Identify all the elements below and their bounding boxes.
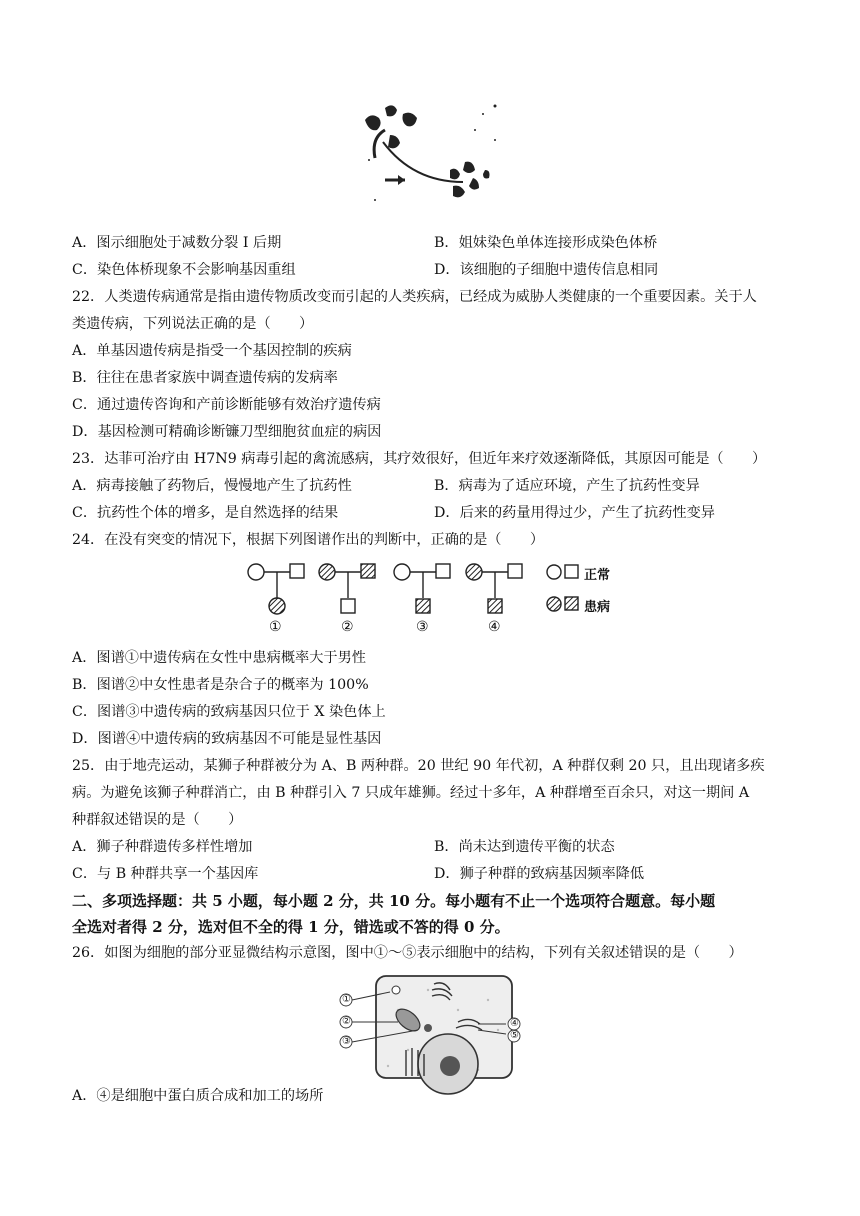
q22-option-b: B．往往在患者家族中调查遗传病的发病率 — [72, 370, 338, 386]
q25-option-b: B．尚未达到遗传平衡的状态 — [434, 839, 615, 855]
q24-option-a: A．图谱①中遗传病在女性中患病概率大于男性 — [72, 650, 366, 666]
pedigree-label-3: ③ — [416, 619, 429, 635]
q24-option-d: D．图谱④中遗传病的致病基因不可能是显性基因 — [72, 731, 382, 747]
cell-ultrastructure-diagram — [338, 970, 526, 1082]
q21-option-c: C．染色体桥现象不会影响基因重组 — [72, 262, 296, 278]
legend-affected-label: 患病 — [584, 600, 611, 615]
cell-label-2: ② — [342, 1016, 351, 1027]
section2-heading-line1: 二、多项选择题：共 5 小题，每小题 2 分，共 10 分。每小题有不止一个选项符合题意。每小题 — [72, 892, 716, 910]
legend-normal-label: 正常 — [584, 568, 611, 583]
q25-stem-line3: 种群叙述错误的是（ ） — [72, 812, 243, 828]
chromosome-bridge-micrograph — [355, 100, 505, 218]
pedigree-4 — [466, 564, 522, 613]
q25-stem-line2: 病。为避免该狮子种群消亡，由 B 种群引入 7 只成年雄狮。经过十多年，A 种群增至百余只，对这一期间 A — [72, 785, 750, 801]
cell-label-5: ⑤ — [510, 1030, 519, 1041]
pedigree-1 — [248, 564, 304, 614]
q25-option-c: C．与 B 种群共享一个基因库 — [72, 866, 259, 882]
pedigree-label-2: ② — [341, 619, 354, 635]
q21-option-b: B．姐妹染色单体连接形成染色体桥 — [434, 235, 658, 251]
q23-option-d: D．后来的药量用得过少，产生了抗药性变异 — [434, 505, 715, 521]
pedigree-3 — [394, 564, 450, 613]
q22-stem-line1: 22．人类遗传病通常是指由遗传物质改变而引起的人类疾病，已经成为威胁人类健康的一个重要因素。关于人 — [72, 289, 757, 305]
cell-label-4: ④ — [510, 1018, 519, 1029]
q25-stem-line1: 25．由于地壳运动，某狮子种群被分为 A、B 两种群。20 世纪 90 年代初，A 种群仅剩 20 只，且出现诸多疾 — [72, 758, 765, 774]
q22-option-a: A．单基因遗传病是指受一个基因控制的疾病 — [72, 343, 352, 359]
q22-option-d: D．基因检测可精确诊断镰刀型细胞贫血症的病因 — [72, 424, 382, 440]
q21-option-a: A．图示细胞处于减数分裂 I 后期 — [72, 235, 282, 251]
section2-heading-line2: 全选对者得 2 分，选对但不全的得 1 分，错选或不答的得 0 分。 — [72, 918, 510, 936]
q22-stem-line2: 类遗传病，下列说法正确的是（ ） — [72, 316, 314, 332]
q26-option-a: A．④是细胞中蛋白质合成和加工的场所 — [72, 1088, 324, 1104]
pedigree-legend — [547, 565, 578, 611]
cell-label-3: ③ — [342, 1036, 351, 1047]
q24-stem: 24．在没有突变的情况下，根据下列图谱作出的判断中，正确的是（ ） — [72, 532, 545, 548]
pedigree-diagram — [240, 556, 620, 640]
cell-label-1: ① — [342, 994, 351, 1005]
pedigree-label-4: ④ — [488, 619, 501, 635]
q25-option-a: A．狮子种群遗传多样性增加 — [72, 839, 253, 855]
q23-stem: 23．达菲可治疗由 H7N9 病毒引起的禽流感病，其疗效很好，但近年来疗效逐渐降低，其原因可能是（ ） — [72, 451, 767, 467]
q24-option-c: C．图谱③中遗传病的致病基因只位于 X 染色体上 — [72, 704, 386, 720]
q23-option-b: B．病毒为了适应环境，产生了抗药性变异 — [434, 478, 700, 494]
q25-option-d: D．狮子种群的致病基因频率降低 — [434, 866, 645, 882]
q23-option-a: A．病毒接触了药物后，慢慢地产生了抗药性 — [72, 478, 352, 494]
q26-stem: 26．如图为细胞的部分亚显微结构示意图，图中①～⑤表示细胞中的结构，下列有关叙述错误的是（ ） — [72, 945, 743, 961]
q22-option-c: C．通过遗传咨询和产前诊断能够有效治疗遗传病 — [72, 397, 381, 413]
pedigree-2 — [319, 564, 375, 613]
q21-option-d: D．该细胞的子细胞中遗传信息相同 — [434, 262, 659, 278]
q23-option-c: C．抗药性个体的增多，是自然选择的结果 — [72, 505, 339, 521]
pedigree-label-1: ① — [269, 619, 282, 635]
q24-option-b: B．图谱②中女性患者是杂合子的概率为 100% — [72, 677, 369, 693]
